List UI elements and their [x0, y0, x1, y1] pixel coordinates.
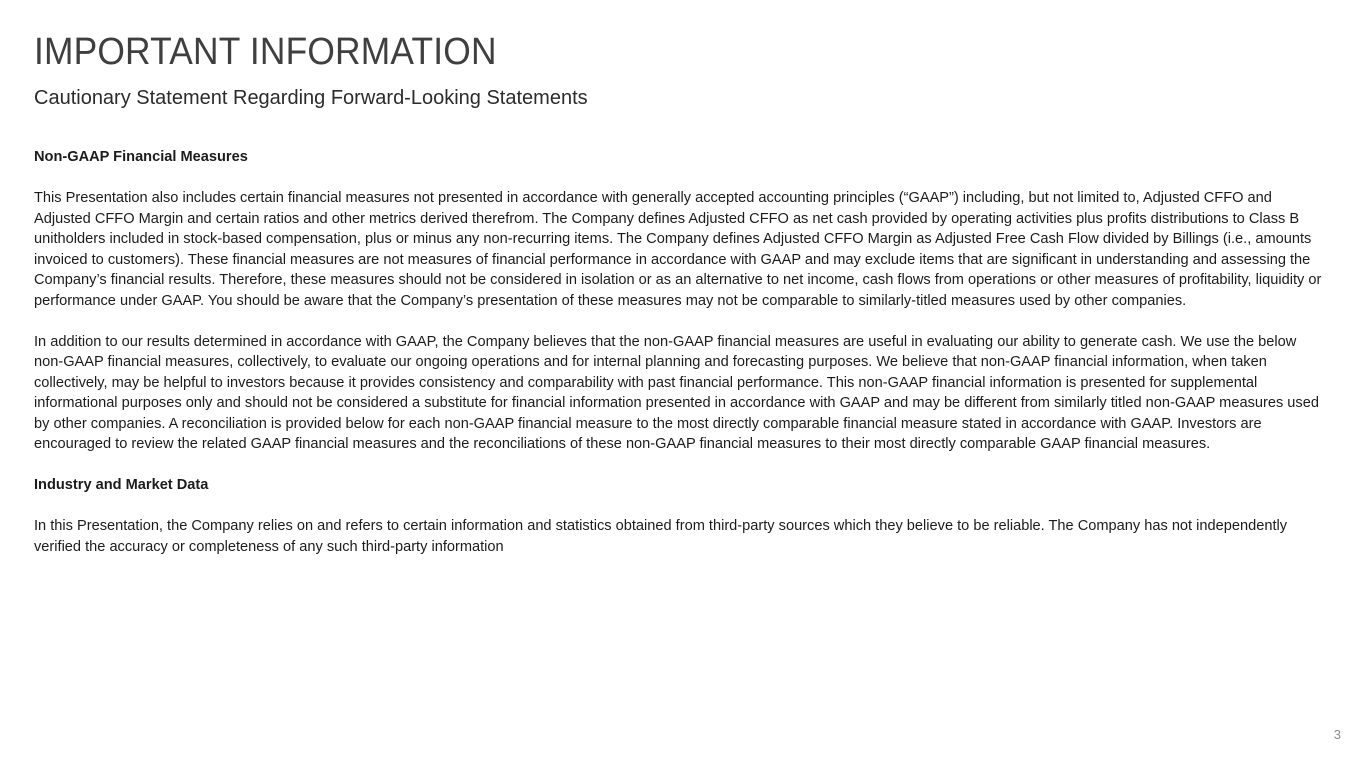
- industry-heading: Industry and Market Data: [34, 477, 209, 493]
- slide-body: [34, 147, 1324, 578]
- industry-paragraph-1: In this Presentation, the Company relies on and refers to certain information and statistics obtained from third-party sources which they believe to be reliable. The Company has not independently verified the accuracy or completeness of any such third-party information: [34, 518, 1288, 555]
- non-gaap-paragraph-1: This Presentation also includes certain financial measures not presented in accordance with generally accepted accounting principles (“GAAP”) including, but not limited to, Adjusted CFFO and Adjusted CFFO Margin and certain ratios and other metrics derived therefrom. The Company defines Adjusted CFFO as net cash provided by operating activities plus profits distributions to Class B unitholders included in stock-based compensation, plus or minus any non-recurring items. The Company defines Adjusted CFFO Margin as Adjusted Free Cash Flow divided by Billings (i.e., amounts invoiced to customers). These financial measures are not measures of financial performance in accordance with GAAP and may exclude items that are significant in understanding and assessing the Company’s financial results. Therefore, these measures should not be considered in isolation or as an alternative to net income, cash flows from operations or other measures of profitability, liquidity or performance under GAAP. You should be aware that the Company’s presentation of these measures may not be comparable to similarly-titled measures used by other companies.: [34, 190, 1322, 309]
- page-number: 3: [1333, 727, 1341, 742]
- non-gaap-paragraph-2: In addition to our results determined in accordance with GAAP, the Company believes that the non-GAAP financial measures are useful in evaluating our ability to generate cash. We use the below non-GAAP financial measures, collectively, to evaluate our ongoing operations and for internal planning and forecasting purposes. We believe that non-GAAP financial information, when taken collectively, may be helpful to investors because it provides consistency and comparability with past financial performance. This non-GAAP financial information is presented for supplemental informational purposes only and should not be considered a substitute for financial information presented in accordance with GAAP and may be different from similarly titled non-GAAP measures used by other companies. A reconciliation is provided below for each non-GAAP financial measure to the most directly comparable financial measure stated in accordance with GAAP. Investors are encouraged to review the related GAAP financial measures and the reconciliations of these non-GAAP financial measures to their most directly comparable GAAP financial measures.: [34, 333, 1319, 452]
- non-gaap-heading: Non-GAAP Financial Measures: [34, 149, 248, 165]
- non-gaap-section: [34, 147, 1324, 455]
- industry-section: [34, 475, 1324, 557]
- page-title: IMPORTANT INFORMATION: [34, 31, 497, 73]
- page-subtitle: Cautionary Statement Regarding Forward-Looking Statements: [34, 87, 588, 109]
